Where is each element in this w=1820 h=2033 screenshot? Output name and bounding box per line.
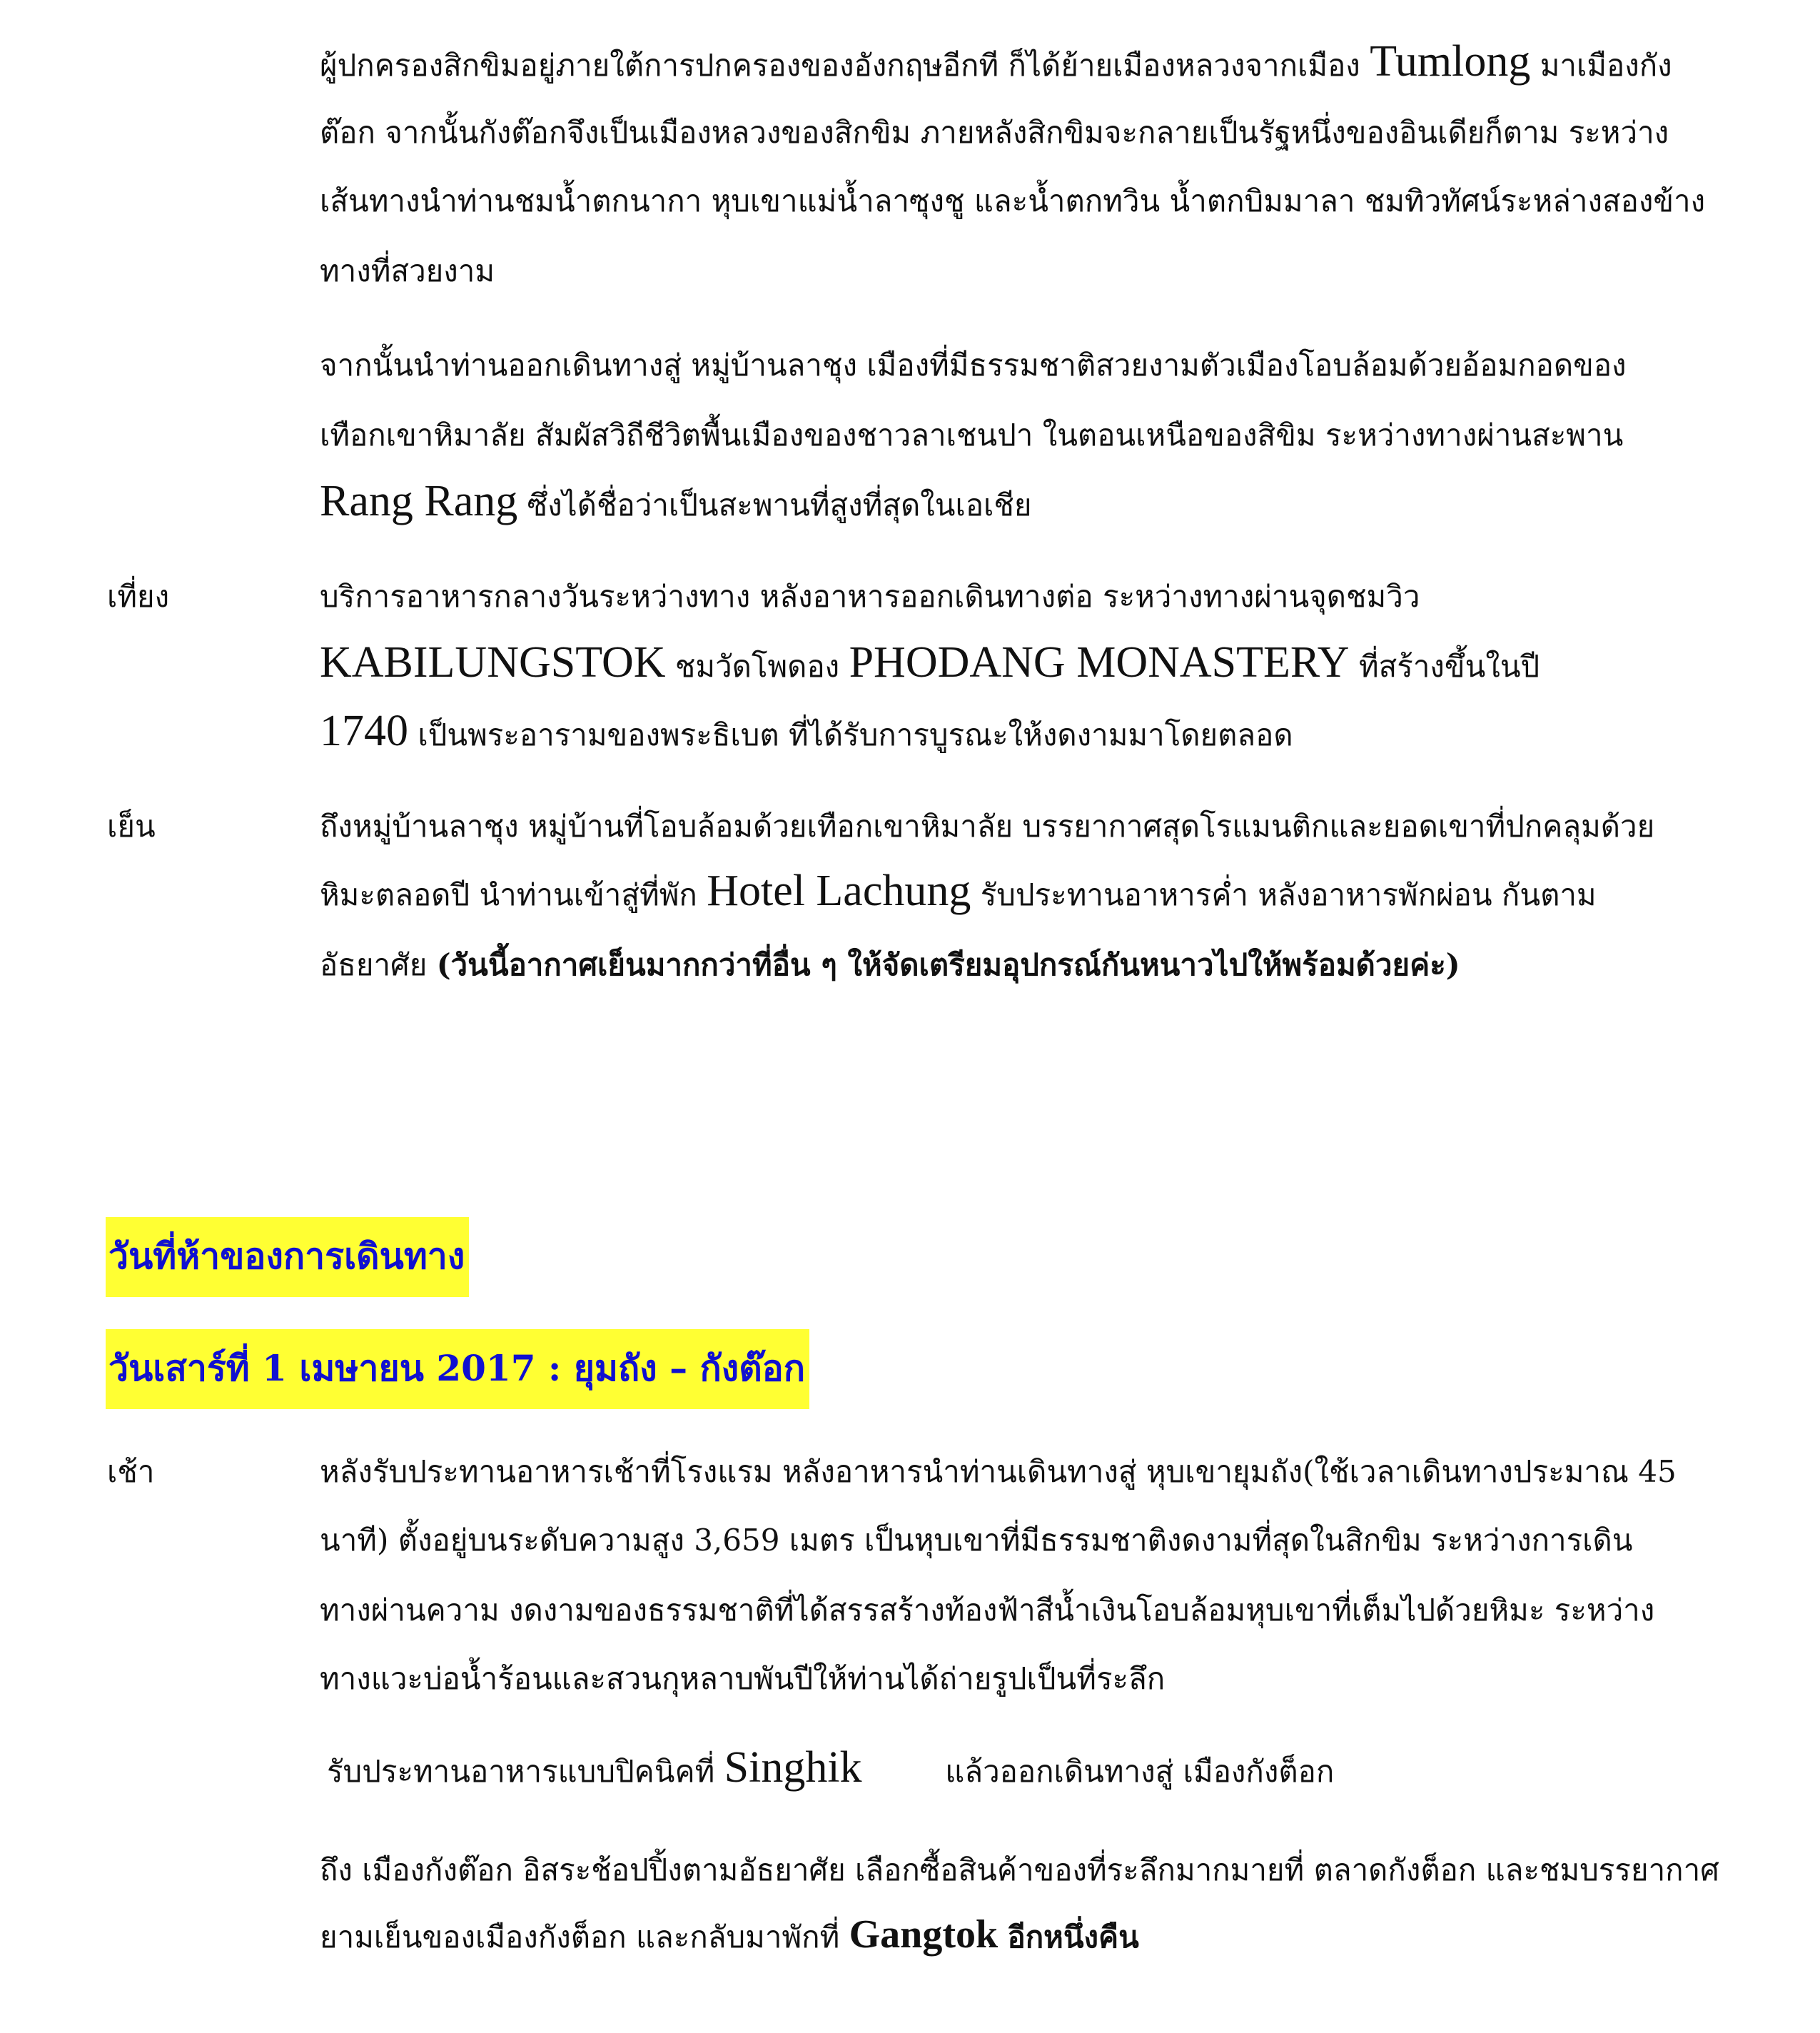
- paragraph-1-line-1: [320, 37, 1672, 87]
- text-segment: ยามเย็นของเมืองกังต็อก และกลับมาพักที่: [320, 1920, 840, 1954]
- place-name-tumlong: Tumlong: [1370, 37, 1531, 86]
- picnic-line: [327, 1743, 1335, 1793]
- time-label-evening: เย็น: [107, 809, 156, 844]
- time-label-morning: เช้า: [107, 1454, 155, 1489]
- text-segment: มาเมืองกัง: [1540, 48, 1672, 83]
- weather-note: (วันนี้อากาศเย็นมากกว่าที่อื่น ๆ ให้จัดเตรียมอุปกรณ์กันหนาวไปให้พร้อมด้วยค่ะ): [436, 947, 1460, 982]
- date-heading: วันเสาร์ที่ 1 เมษายน 2017 : ยุมถัง – กังต๊อก: [106, 1329, 809, 1409]
- noon-line-2: [320, 638, 1540, 688]
- paragraph-1-line-4: ทางที่สวยงาม: [320, 253, 495, 288]
- arrival-line-2: [320, 1913, 1139, 1959]
- paragraph-2-line-3: [320, 477, 1032, 527]
- place-name-rang-rang: Rang Rang: [320, 477, 518, 525]
- text-segment: ซึ่งได้ชื่อว่าเป็นสะพานที่สูงที่สุดในเอเชีย: [527, 488, 1032, 523]
- morning-line-3: ทางผ่านความ งดงามของธรรมชาติที่ได้สรรสร้างท้องฟ้าสีน้ำเงินโอบล้อมหุบเขาที่เต็มไปด้วยหิมะ ระหว่าง: [320, 1593, 1655, 1628]
- text-segment: อัธยาศัย: [320, 947, 428, 982]
- text-segment: ผู้ปกครองสิกขิมอยู่ภายใต้การปกครองของอังกฤษอีกที ก็ได้ย้ายเมืองหลวงจากเมือง: [320, 48, 1360, 83]
- morning-line-4: ทางแวะบ่อน้ำร้อนและสวนกุหลาบพันปีให้ท่านได้ถ่ายรูปเป็นที่ระลึก: [320, 1661, 1166, 1696]
- place-name-singhik: Singhik: [724, 1743, 862, 1792]
- text-segment: ชมวัดโพดอง: [674, 649, 840, 684]
- place-name-kabilungstok: KABILUNGSTOK: [320, 638, 666, 687]
- evening-line-1: ถึงหมู่บ้านลาชุง หมู่บ้านที่โอบล้อมด้วยเทือกเขาหิมาลัย บรรยากาศสุดโรแมนติกและยอดเขาที่ปกคลุมด้วย: [320, 809, 1655, 844]
- arrival-line-1: ถึง เมืองกังต๊อก อิสระช้อปปิ้งตามอัธยาศัย เลือกซื้อสินค้าของที่ระลึกมากมายที่ ตลาดกังต็อก และชมบรรยากาศ: [320, 1852, 1719, 1887]
- day-heading: วันที่ห้าของการเดินทาง: [106, 1217, 469, 1297]
- time-label-noon: เที่ยง: [107, 579, 170, 614]
- paragraph-1-line-3: เส้นทางนำท่านชมน้ำตกนากา หุบเขาแม่น้ำลาซุงชู และน้ำตกทวิน น้ำตกบิมมาลา ชมทิวทัศน์ระหล่างสองข้าง: [320, 183, 1706, 218]
- text-segment: แล้วออกเดินทางสู่ เมืองกังต็อก: [945, 1754, 1335, 1789]
- morning-line-2: นาที) ตั้งอยู่บนระดับความสูง 3,659 เมตร เป็นหุบเขาที่มีธรรมชาติงดงามที่สุดในสิกขิม ระหว่างการเดิน: [320, 1523, 1633, 1558]
- paragraph-2-line-1: จากนั้นนำท่านออกเดินทางสู่ หมู่บ้านลาชุง เมืองที่มีธรรมชาติสวยงามตัวเมืองโอบล้อมด้วยอ้อมกอดของ: [320, 348, 1627, 383]
- place-name-phodang-monastery: PHODANG MONASTERY: [849, 638, 1350, 687]
- text-segment: หิมะตลอดปี นำท่านเข้าสู่ที่พัก: [320, 877, 697, 912]
- morning-line-1: หลังรับประทานอาหารเช้าที่โรงแรม หลังอาหารนำท่านเดินทางสู่ หุบเขายุมถัง(ใช้เวลาเดินทางประมาณ 45: [320, 1454, 1677, 1489]
- paragraph-2-line-2: เทือกเขาหิมาลัย สัมผัสวิถีชีวิตพื้นเมืองของชาวลาเชนปา ในตอนเหนือของสิขิม ระหว่างทางผ่านสะพาน: [320, 418, 1624, 453]
- hotel-name: Hotel Lachung: [707, 867, 971, 915]
- text-segment: รับประทานอาหารค่ำ หลังอาหารพักผ่อน กันตาม: [980, 877, 1597, 912]
- year-number: 1740: [320, 707, 408, 755]
- text-segment: อีกหนึ่งคืน: [1007, 1920, 1139, 1954]
- paragraph-1-line-2: ต๊อก จากนั้นกังต๊อกจึงเป็นเมืองหลวงของสิกขิม ภายหลังสิกขิมจะกลายเป็นรัฐหนึ่งของอินเดียก็ตาม ระหว่าง: [320, 115, 1669, 150]
- text-segment: เป็นพระอารามของพระธิเบต ที่ได้รับการบูรณะให้งดงามมาโดยตลอด: [418, 717, 1293, 752]
- text-segment: ที่สร้างขึ้นในปี: [1358, 649, 1540, 684]
- text-segment: รับประทานอาหารแบบปิคนิคที่: [327, 1754, 715, 1789]
- evening-line-2: [320, 869, 1597, 917]
- noon-line-3: [320, 707, 1293, 757]
- place-name-gangtok: Gangtok: [849, 1912, 999, 1957]
- evening-line-3: [320, 944, 1460, 987]
- noon-line-1: บริการอาหารกลางวันระหว่างทาง หลังอาหารออกเดินทางต่อ ระหว่างทางผ่านจุดชมวิว: [320, 579, 1420, 614]
